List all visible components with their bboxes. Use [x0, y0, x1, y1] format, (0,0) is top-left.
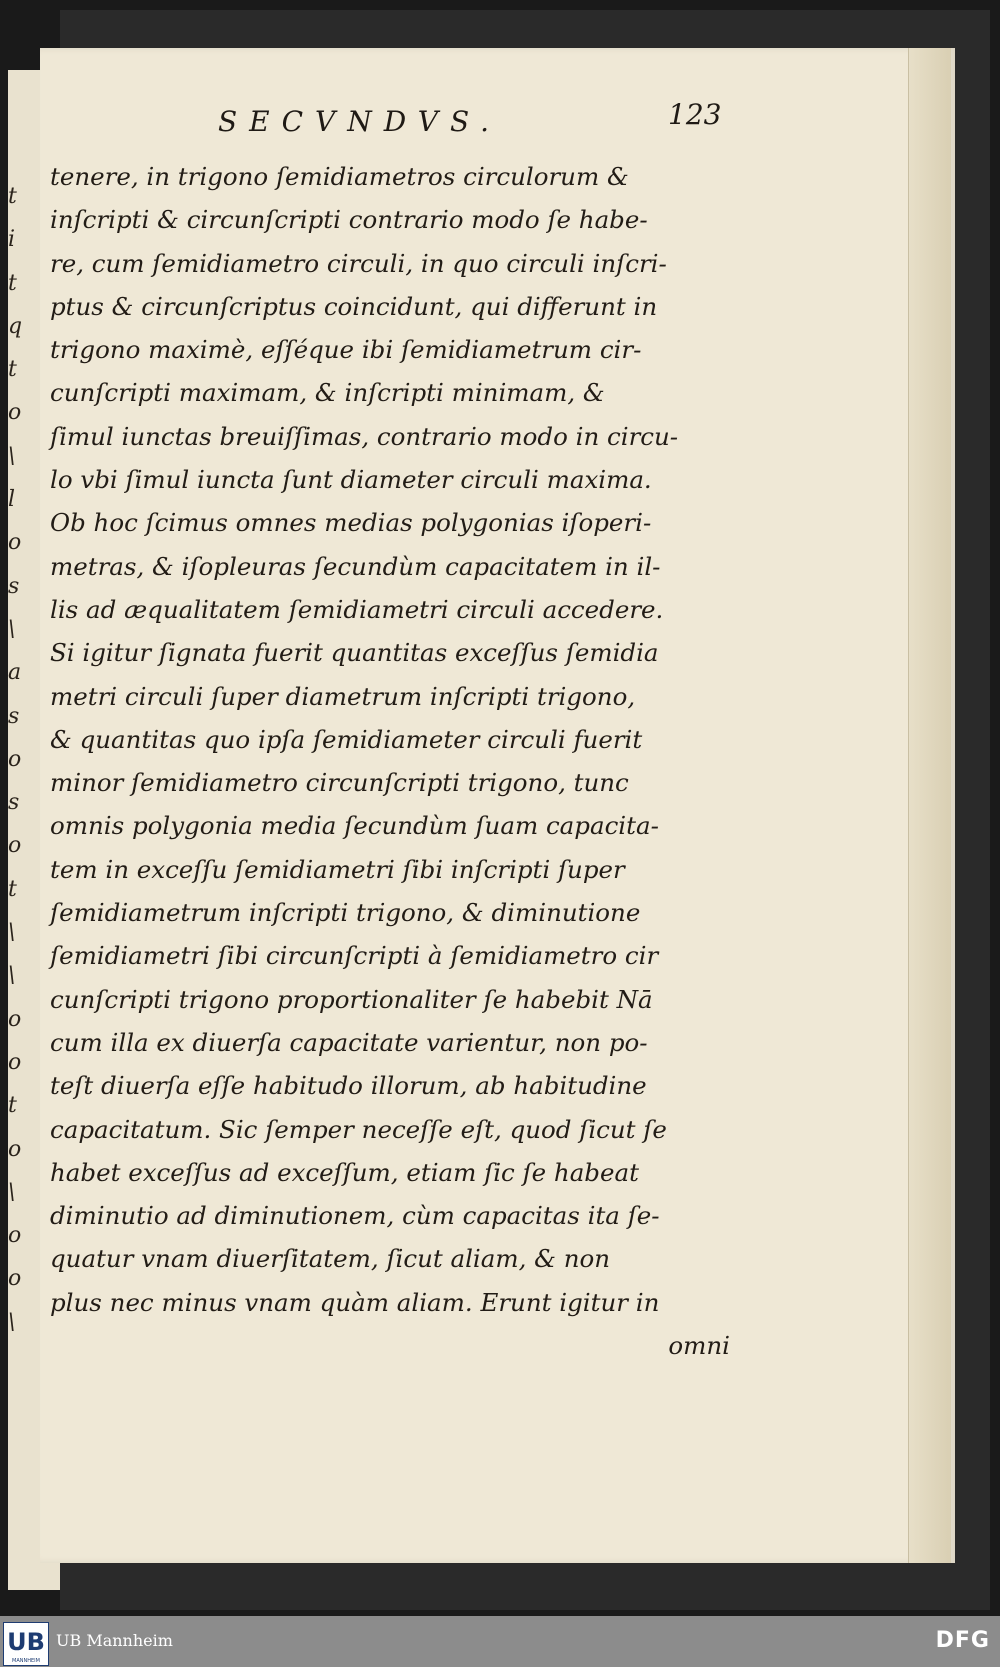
margin-char: s	[8, 573, 20, 599]
text-line: quatur vnam diuerſitatem, ſicut aliam, & non	[50, 1244, 611, 1274]
margin-char: o	[8, 1006, 22, 1032]
margin-char: \	[8, 920, 16, 946]
catchword: omni	[668, 1331, 730, 1361]
text-line: ptus & circunſcriptus coincidunt, qui differunt in	[50, 291, 658, 321]
margin-char: \	[8, 963, 16, 989]
text-line: plus nec minus vnam quàm aliam. Erunt igitur in	[50, 1287, 660, 1317]
ub-logo-subtext: MANNHEIM	[12, 1658, 40, 1664]
text-line: minor ſemidiametro circunſcripti trigono, tunc	[50, 768, 629, 798]
previous-page-margin-text	[8, 175, 28, 1344]
margin-char: t	[8, 876, 17, 902]
margin-char: \	[8, 1179, 16, 1205]
margin-char: o	[8, 746, 22, 772]
text-line: lo vbi ſimul iuncta ſunt diameter circuli maxima.	[50, 465, 652, 495]
margin-char: s	[8, 790, 20, 816]
text-line: lis ad æqualitatem ſemidiametri circuli accedere.	[50, 594, 664, 624]
margin-char: a	[8, 660, 22, 686]
text-line: cum illa ex diuerſa capacitate varientur, non po-	[50, 1027, 648, 1057]
margin-char: o	[8, 1266, 22, 1292]
library-name[interactable]: UB Mannheim	[56, 1631, 173, 1650]
margin-char: q	[8, 313, 23, 339]
text-line: cunſcripti trigono proportionaliter ſe habebit Nā	[50, 984, 653, 1014]
text-line: tenere, in trigono ſemidiametros circulorum &	[50, 162, 629, 191]
margin-char: i	[8, 227, 16, 253]
page-number: 123	[668, 98, 722, 131]
text-line: cunſcripti maximam, & inſcripti minimam, &	[50, 378, 605, 408]
text-line: metras, & iſopleuras ſecundùm capacitatem in il-	[50, 551, 661, 581]
margin-char: t	[8, 1093, 17, 1119]
text-line: diminutio ad diminutionem, cùm capacitas ita ſe-	[50, 1201, 660, 1231]
text-line: re, cum ſemidiametro circuli, in quo circuli inſcri-	[50, 248, 667, 278]
margin-char: \	[8, 616, 16, 642]
ub-logo-text: UB	[7, 1628, 45, 1656]
footer-bar	[0, 1616, 1000, 1667]
running-head: SECVNDVS.	[218, 105, 502, 138]
body-text	[50, 155, 730, 1367]
text-line: ſemidiametri ſibi circunſcripti à ſemidiametro cir	[50, 941, 659, 971]
text-line: Ob hoc ſcimus omnes medias polygonias iſoperi-	[50, 508, 652, 538]
margin-char: o	[8, 1049, 22, 1075]
margin-char: t	[8, 270, 17, 296]
page-edge-shadow	[908, 48, 951, 1563]
dfg-logo[interactable]: DFG	[935, 1628, 990, 1653]
margin-char: t	[8, 357, 17, 383]
margin-char: l	[8, 487, 16, 513]
text-line: habet exceſſus ad exceſſum, etiam ſic ſe habeat	[50, 1157, 639, 1187]
ub-logo[interactable]	[3, 1622, 49, 1666]
text-line: trigono maximè, eſſéque ibi ſemidiametrum cir-	[50, 335, 642, 365]
text-line: Si igitur ſignata fuerit quantitas exceſſus ſemidia	[50, 638, 659, 668]
text-line: ſemidiametrum inſcripti trigono, & diminutione	[50, 898, 641, 928]
text-line: tem in exceſſu ſemidiametri ſibi inſcripti ſuper	[50, 854, 625, 884]
margin-char: \	[8, 1309, 16, 1335]
margin-char: o	[8, 833, 22, 859]
margin-char: s	[8, 703, 20, 729]
text-line: & quantitas quo ipſa ſemidiameter circuli fuerit	[50, 724, 643, 754]
text-line: teſt diuerſa eſſe habitudo illorum, ab habitudine	[50, 1071, 647, 1101]
text-line: metri circuli ſuper diametrum inſcripti trigono,	[50, 681, 636, 711]
margin-char: o	[8, 1223, 22, 1249]
margin-char: o	[8, 530, 22, 556]
text-line: omnis polygonia media ſecundùm ſuam capacita-	[50, 811, 659, 841]
text-line: inſcripti & circunſcripti contrario modo ſe habe-	[50, 205, 648, 235]
text-line: capacitatum. Sic ſemper neceſſe eſt, quod ſicut ſe	[50, 1114, 667, 1144]
margin-char: o	[8, 400, 22, 426]
margin-char: o	[8, 1136, 22, 1162]
text-line: ſimul iunctas breuiſſimas, contrario modo in circu-	[50, 421, 679, 451]
margin-char: t	[8, 184, 17, 209]
margin-char: \	[8, 443, 16, 469]
